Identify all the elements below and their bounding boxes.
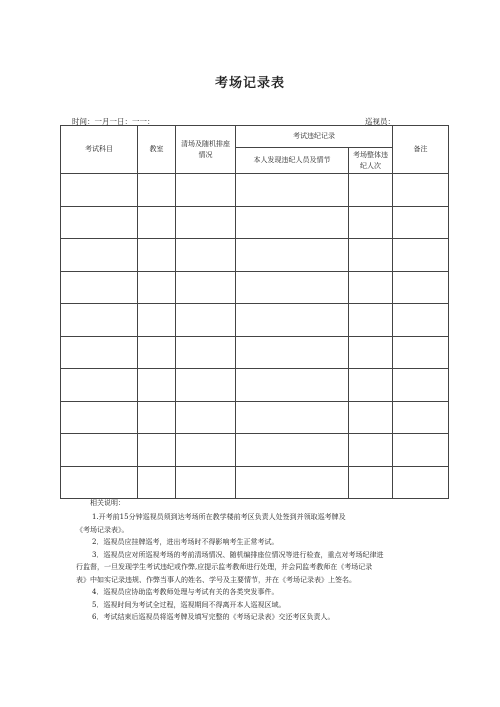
table-cell[interactable] xyxy=(349,369,393,402)
table-cell[interactable] xyxy=(349,304,393,337)
note-text-cont: 《考场记录表》。 xyxy=(76,525,129,534)
table-cell[interactable] xyxy=(138,271,176,304)
table-cell[interactable] xyxy=(61,271,138,304)
header-remarks: 备注 xyxy=(393,126,449,174)
note-item xyxy=(76,599,448,612)
table-cell[interactable] xyxy=(61,336,138,369)
table-cell[interactable] xyxy=(61,304,138,337)
note-item xyxy=(76,536,448,549)
note-text: 5．巡视时间为考试全过程，巡视期间不得离开本人巡视区域。 xyxy=(92,600,286,609)
table-cell[interactable] xyxy=(393,336,449,369)
table-cell[interactable] xyxy=(176,401,236,434)
table-cell[interactable] xyxy=(393,271,449,304)
table-cell[interactable] xyxy=(236,434,349,467)
table-cell[interactable] xyxy=(138,369,176,402)
table-cell[interactable] xyxy=(138,304,176,337)
notes-list xyxy=(76,511,448,624)
note-text: 1.开考前15分钟巡视员须到达考场所在教学楼前考区负责人处签到并领取巡考牌及 xyxy=(92,513,346,521)
table-cell[interactable] xyxy=(61,434,138,467)
table-cell[interactable] xyxy=(61,466,138,499)
table-cell[interactable] xyxy=(393,434,449,467)
table-cell[interactable] xyxy=(349,206,393,239)
table-row xyxy=(61,466,449,499)
table-cell[interactable] xyxy=(236,466,349,499)
note-text: 6．考试结束后巡视员将巡考牌及填写完整的《考场记录表》交还考区负责人。 xyxy=(92,613,335,621)
table-cell[interactable] xyxy=(236,336,349,369)
note-item xyxy=(76,611,448,624)
header-room: 教室 xyxy=(138,126,176,174)
table-cell[interactable] xyxy=(61,239,138,272)
table-row xyxy=(61,239,449,272)
table-cell[interactable] xyxy=(138,239,176,272)
table-cell[interactable] xyxy=(176,466,236,499)
page-title: 考场记录表 xyxy=(214,76,285,91)
table-cell[interactable] xyxy=(138,434,176,467)
notes-section xyxy=(76,498,448,624)
header-clearance: 清场及随机排座情况 xyxy=(176,126,236,174)
table-cell[interactable] xyxy=(393,174,449,207)
table-cell[interactable] xyxy=(61,206,138,239)
table-cell[interactable] xyxy=(349,466,393,499)
note-text-cont: 表》中如实记录违规、作弊当事人的姓名、学号及主要情节，并在《考场记录表》上签名。 xyxy=(76,575,356,584)
table-cell[interactable] xyxy=(236,239,349,272)
note-text-cont: 行监督，一旦发现学生考试违纪或作弊,应提示监考教师进行处理，并会同监考教师在《考场记录 xyxy=(76,563,373,571)
table-cell[interactable] xyxy=(349,434,393,467)
note-text: 2．巡视员应挂牌巡考，进出考场时不得影响考生正常考试。 xyxy=(92,538,279,546)
header-row-1 xyxy=(61,126,449,148)
table-cell[interactable] xyxy=(349,271,393,304)
table-cell[interactable] xyxy=(349,401,393,434)
table-cell[interactable] xyxy=(349,174,393,207)
table-cell[interactable] xyxy=(236,271,349,304)
table-cell[interactable] xyxy=(61,401,138,434)
table-row xyxy=(61,206,449,239)
table-cell[interactable] xyxy=(349,336,393,369)
table-cell[interactable] xyxy=(393,401,449,434)
table-cell[interactable] xyxy=(349,239,393,272)
table-cell[interactable] xyxy=(236,304,349,337)
table-cell[interactable] xyxy=(393,304,449,337)
note-item xyxy=(76,549,448,574)
table-row xyxy=(61,271,449,304)
table-cell[interactable] xyxy=(138,336,176,369)
note-item xyxy=(76,586,448,599)
header-subject: 考试科目 xyxy=(61,126,138,174)
table-cell[interactable] xyxy=(176,304,236,337)
header-violation-group: 考试违纪记录 xyxy=(236,126,393,148)
table-cell[interactable] xyxy=(138,466,176,499)
table-cell[interactable] xyxy=(236,174,349,207)
note-text: 4．巡视员应协助监考教师处理与考试有关的各类突发事件。 xyxy=(92,588,279,596)
table-row xyxy=(61,369,449,402)
table-cell[interactable] xyxy=(236,401,349,434)
record-table xyxy=(60,125,449,499)
table-row xyxy=(61,434,449,467)
table-cell[interactable] xyxy=(138,174,176,207)
table-row xyxy=(61,304,449,337)
table-cell[interactable] xyxy=(138,206,176,239)
table-cell[interactable] xyxy=(176,239,236,272)
table-cell[interactable] xyxy=(176,271,236,304)
header-personal-violation: 本人发现违纪人员及情节 xyxy=(236,148,349,174)
header-overall-violation: 考场整体违纪人次 xyxy=(349,148,393,174)
table-cell[interactable] xyxy=(176,434,236,467)
inspector-label: 巡视员： xyxy=(365,117,395,126)
table-cell[interactable] xyxy=(393,206,449,239)
table-cell[interactable] xyxy=(61,174,138,207)
table-cell[interactable] xyxy=(176,206,236,239)
table-row xyxy=(61,336,449,369)
table-cell[interactable] xyxy=(393,239,449,272)
note-item xyxy=(76,574,448,587)
table-cell[interactable] xyxy=(61,369,138,402)
note-text: 3．巡视员应对所巡视考场的考前清场情况、随机编排座位情况等进行检查，重点对考场纪律进 xyxy=(92,550,384,559)
table-cell[interactable] xyxy=(393,369,449,402)
table-cell[interactable] xyxy=(236,369,349,402)
table-row xyxy=(61,174,449,207)
table-cell[interactable] xyxy=(176,174,236,207)
time-label: 时间：一月一日：一一： xyxy=(72,117,155,126)
table-cell[interactable] xyxy=(176,369,236,402)
note-item xyxy=(76,511,448,536)
table-cell[interactable] xyxy=(393,466,449,499)
table-cell[interactable] xyxy=(176,336,236,369)
table-row xyxy=(61,401,449,434)
table-cell[interactable] xyxy=(236,206,349,239)
notes-label: 相关说明： xyxy=(90,499,125,507)
table-cell[interactable] xyxy=(138,401,176,434)
